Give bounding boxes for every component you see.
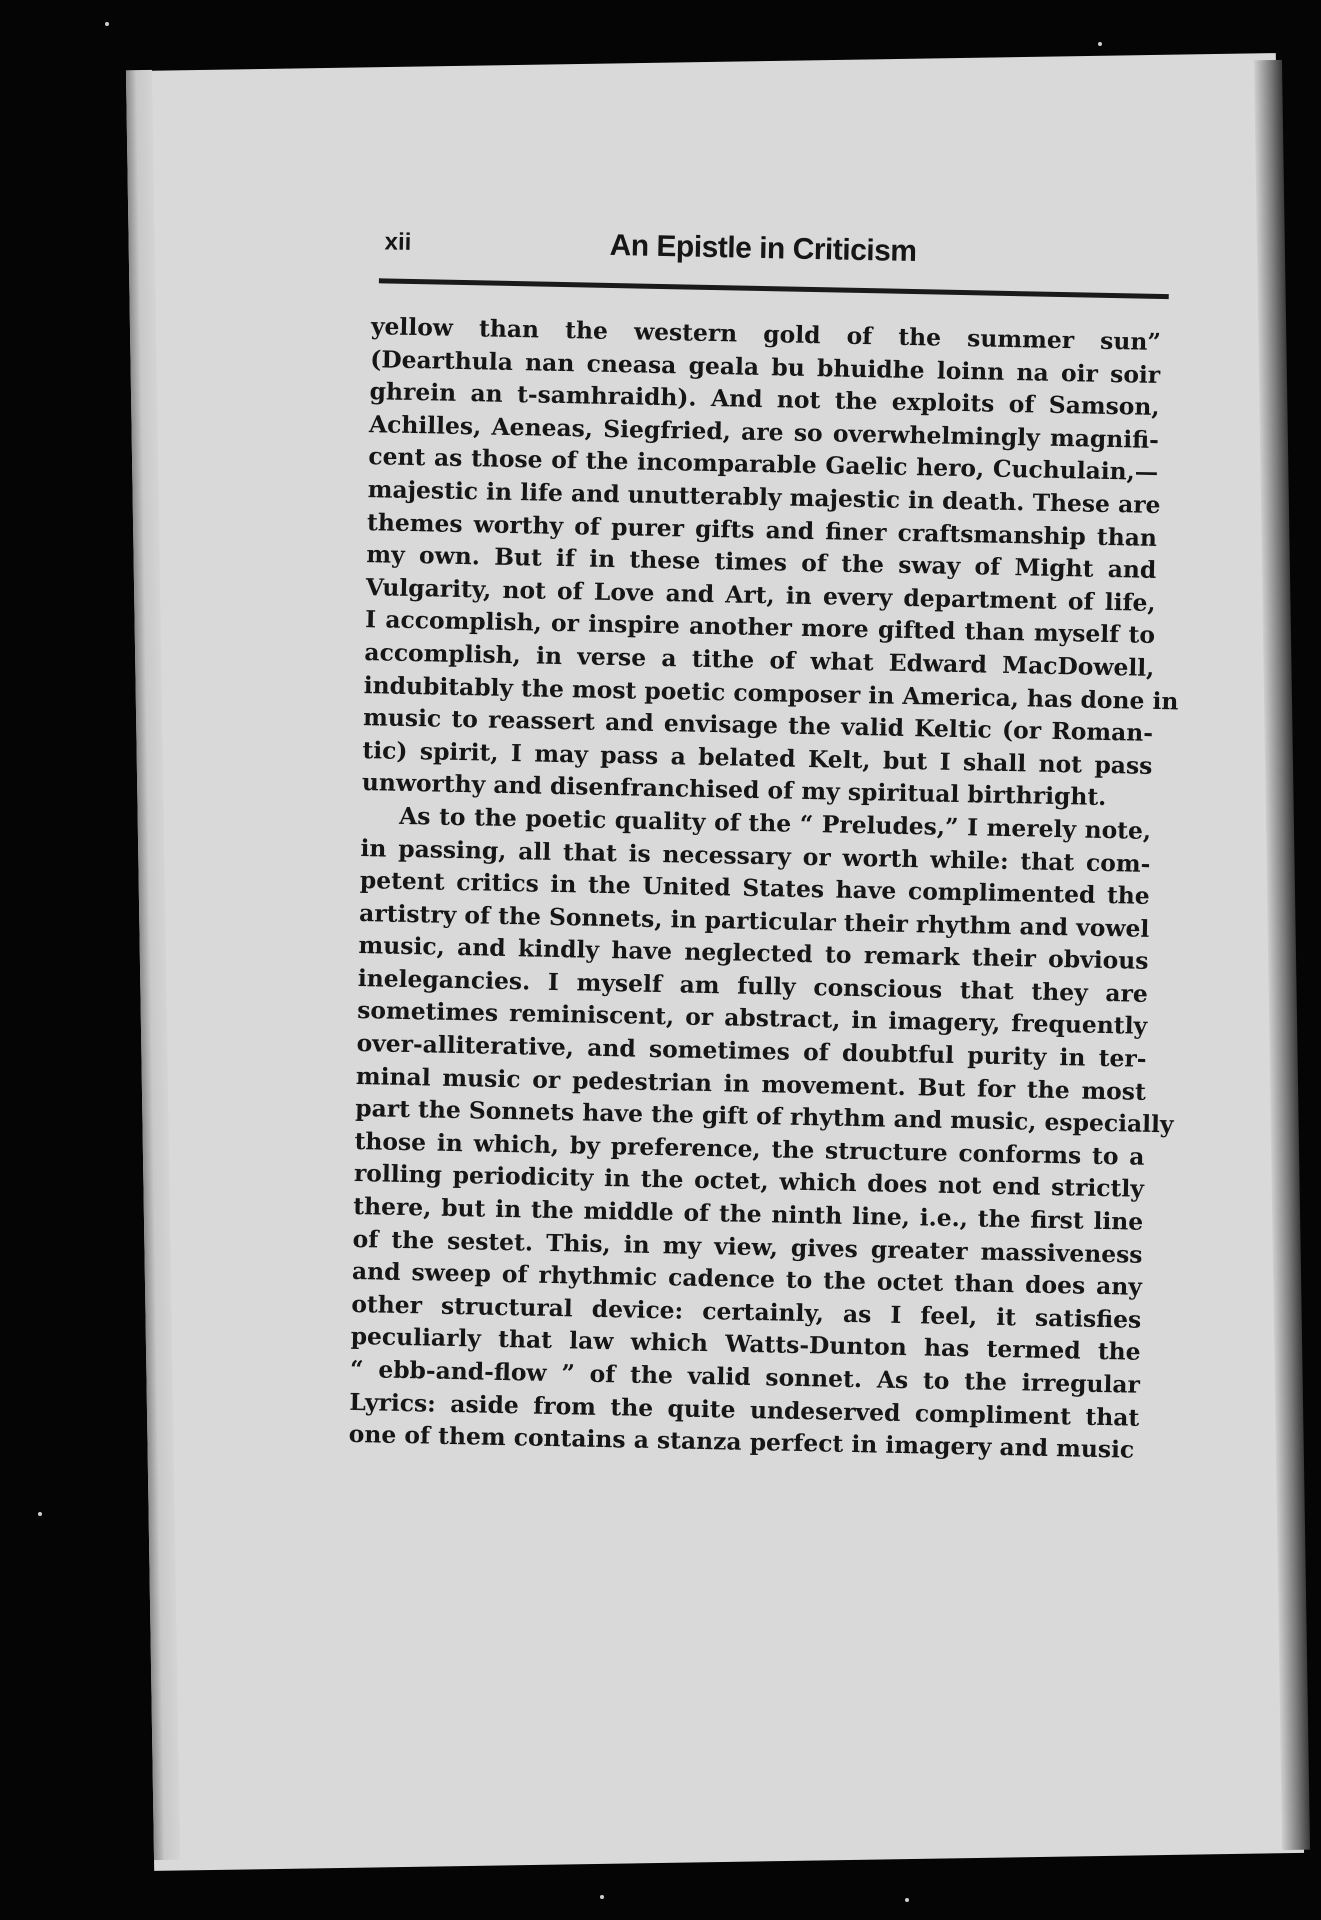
page-number: xii	[384, 228, 412, 256]
text-line: unworthy and disenfranchised of my spiritual birthright.	[361, 768, 1107, 812]
text-line: one of them contains a stanza perfect in imagery and music	[348, 1420, 1135, 1464]
text-line: there, but in the middle of the ninth line, i.e., the first line	[353, 1192, 1144, 1236]
text-line: my own. But if in these times of the sway of Might and	[366, 540, 1157, 585]
text-line: As to the poetic quality of the “ Preludes,” I merely note,	[398, 801, 1152, 845]
text-line: minal music or pedestrian in movement. But for the most	[355, 1061, 1147, 1106]
text-line: I accomplish, or inspire another more gifted than myself to	[364, 605, 1156, 650]
body-text	[348, 310, 1179, 1466]
text-line: music to reassert and envisage the valid Keltic (or Roman-	[362, 703, 1154, 748]
text-line: Vulgarity, not of Love and Art, in every department of life,	[365, 572, 1156, 617]
dust-speck	[905, 1898, 909, 1902]
text-line: inelegancies. I myself am fully conscious that they are	[357, 963, 1149, 1008]
text-line: sometimes reminiscent, or abstract, in imagery, frequently	[356, 996, 1148, 1041]
dust-speck	[105, 22, 109, 26]
text-line: those in which, by preference, the structure conforms to a	[354, 1126, 1145, 1171]
text-line: (Dearthula nan cneasa geala bu bhuidhe loinn na oir soir	[370, 344, 1161, 389]
text-line: petent critics in the United States have complimented the	[359, 866, 1151, 910]
text-line: peculiarly that law which Watts-Dunton has termed the	[350, 1322, 1141, 1367]
text-line: music, and kindly have neglected to remark their obvious	[358, 931, 1149, 976]
text-line: majestic in life and unutterably majestic in death. These are	[367, 475, 1161, 519]
dust-speck	[1098, 42, 1102, 46]
running-title: An Epistle in Criticism	[609, 228, 917, 269]
dust-speck	[38, 1512, 42, 1516]
dust-speck	[600, 1895, 604, 1899]
text-line: part the Sonnets have the gift of rhythm and music, especially	[355, 1094, 1174, 1139]
text-line: in passing, all that is necessary or worth while: that com-	[360, 833, 1151, 878]
text-line: cent as those of the incomparable Gaelic hero, Cuchulain,—	[368, 442, 1159, 487]
text-line: Achilles, Aeneas, Siegfried, are so overwhelmingly magnifi-	[368, 409, 1160, 454]
text-line: of the sestet. This, in my view, gives greater massiveness	[352, 1224, 1143, 1269]
text-line: and sweep of rhythmic cadence to the octet than does any	[351, 1257, 1143, 1302]
text-line: “ ebb-and-flow ” of the valid sonnet. As to the irregular	[349, 1354, 1141, 1399]
text-line: yellow than the western gold of the summer sun”	[370, 312, 1162, 357]
text-line: ghrein an t-samhraidh). And not the exploits of Samson,	[369, 377, 1160, 422]
text-line: over-alliterative, and sometimes of doubtful purity in ter-	[356, 1029, 1147, 1073]
text-line: artistry of the Sonnets, in particular their rhythm and vowel	[358, 898, 1150, 943]
text-line: themes worthy of purer gifts and finer craftsmanship than	[366, 507, 1158, 552]
text-line: indubitably the most poetic composer in America, has done in	[363, 670, 1179, 715]
text-line: tic) spirit, I may pass a belated Kelt, but I shall not pass	[362, 735, 1153, 780]
text-line: accomplish, in verse a tithe of what Edward MacDowell,	[364, 638, 1155, 682]
text-line: rolling periodicity in the octet, which does not end strictly	[353, 1159, 1145, 1204]
text-line: Lyrics: aside from the quite undeserved compliment that	[349, 1387, 1140, 1432]
text-line: other structural device: certainly, as I feel, it satisfies	[351, 1289, 1142, 1334]
